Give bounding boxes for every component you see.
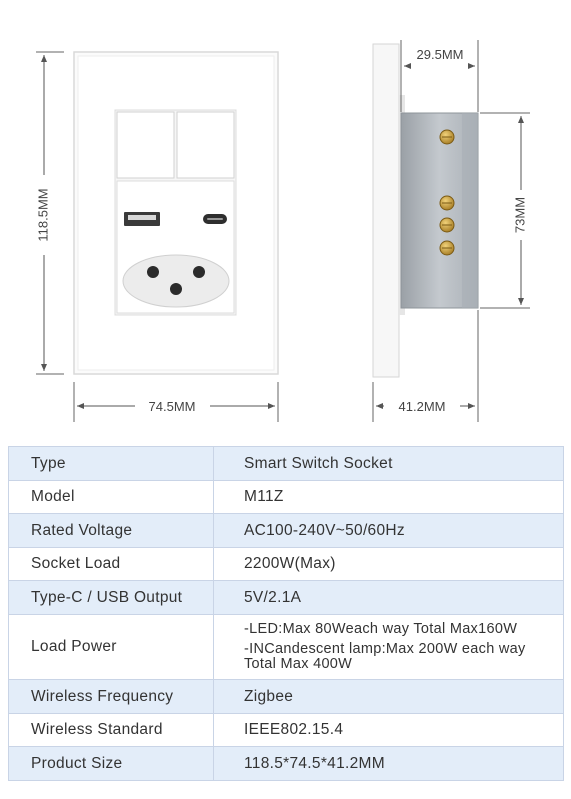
- spec-row-rated-voltage: [9, 514, 564, 548]
- spec-value-line: Total Max 400W: [244, 656, 353, 672]
- side-plate: [373, 44, 399, 377]
- spec-value: 118.5*74.5*41.2MM: [214, 747, 564, 781]
- front-view: [74, 52, 278, 374]
- spec-label: Socket Load: [9, 548, 214, 581]
- spec-value: Zigbee: [214, 680, 564, 714]
- spec-row-wireless-standard: [9, 714, 564, 747]
- switch-key-left: [117, 112, 174, 178]
- spec-row-load-power: [9, 615, 564, 680]
- spec-value-line: -INCandescent lamp:Max 200W each way: [244, 641, 526, 657]
- front-height-dimension: [35, 52, 64, 374]
- spec-row-type: [9, 447, 564, 481]
- front-height-label: 118.5MM: [35, 188, 51, 242]
- spec-row-socket-load: [9, 548, 564, 581]
- spec-label: Rated Voltage: [9, 514, 214, 548]
- side-view: [373, 44, 478, 377]
- spec-value: 2200W(Max): [214, 548, 564, 581]
- front-width-dimension: [74, 382, 278, 422]
- spec-label: Wireless Standard: [9, 714, 214, 747]
- spec-value: Smart Switch Socket: [214, 447, 564, 481]
- spec-value: M11Z: [214, 481, 564, 514]
- side-module-depth-dimension: [401, 40, 478, 112]
- spec-row-model: [9, 481, 564, 514]
- spec-label: Model: [9, 481, 214, 514]
- spec-label: Type-C / USB Output: [9, 581, 214, 615]
- side-module-depth-label: 29.5MM: [416, 47, 464, 62]
- front-width-label: 74.5MM: [148, 399, 196, 414]
- spec-row-wireless-frequency: [9, 680, 564, 714]
- spec-row-product-size: [9, 747, 564, 781]
- socket-outlet-icon: [123, 255, 229, 307]
- switch-key-right: [177, 112, 234, 178]
- spec-table: [8, 446, 564, 781]
- spec-label: Wireless Frequency: [9, 680, 214, 714]
- spec-label: Load Power: [9, 615, 214, 680]
- spec-label: Type: [9, 447, 214, 481]
- spec-value: AC100-240V~50/60Hz: [214, 514, 564, 548]
- side-total-depth-label: 41.2MM: [398, 399, 446, 414]
- spec-row-output: [9, 581, 564, 615]
- side-module-height-dimension: [480, 113, 530, 308]
- side-module-height-label: 73MM: [512, 196, 528, 234]
- spec-value-multiline: [214, 615, 564, 680]
- spec-value-line: -LED:Max 80Weach way Total Max160W: [244, 621, 518, 637]
- spec-value: IEEE802.15.4: [214, 714, 564, 747]
- spec-value: 5V/2.1A: [214, 581, 564, 615]
- spec-label: Product Size: [9, 747, 214, 781]
